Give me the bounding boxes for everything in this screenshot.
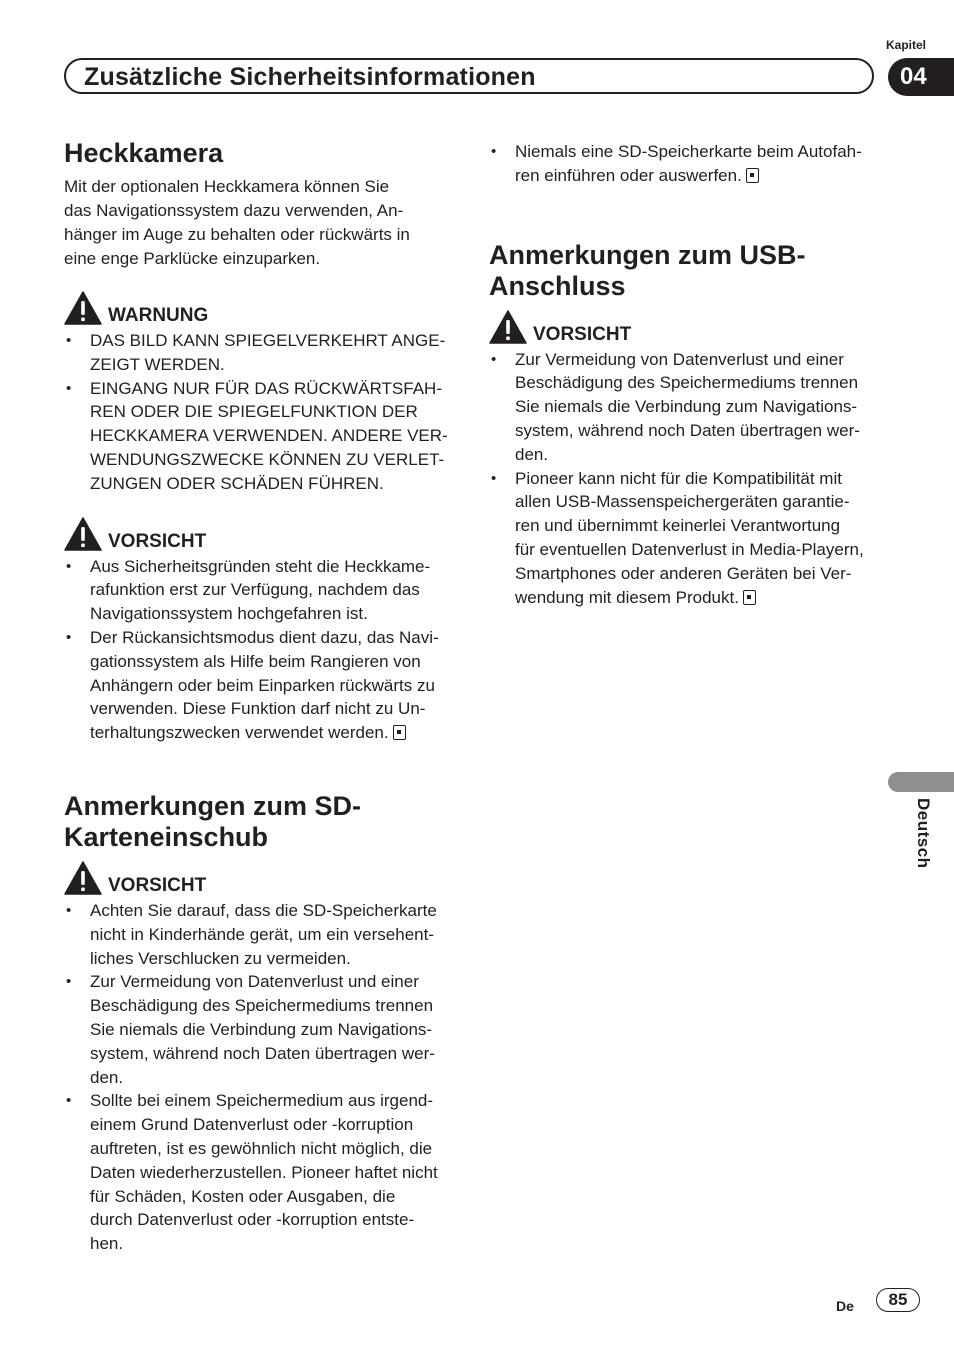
section-heading-usb: Anmerkungen zum USB- Anschluss bbox=[489, 239, 806, 301]
heckkamera-intro: Mit der optionalen Heckkamera können Sie das Navigationssystem dazu verwenden, An- hänger im Auge zu behalten oder rückwärts in eine enge Parklücke einzuparken. bbox=[64, 177, 410, 268]
list-item: • Sollte bei einem Speichermedium aus irgend- einem Grund Datenverlust oder -korruption auftreten, ist es gewöhnlich nicht möglich, die Daten wiederherzustellen. Pioneer haftet nicht für Schäden, Kosten oder Ausgaben, die durch Datenverlust oder -korruption entste- hen. bbox=[64, 1089, 456, 1256]
end-of-section-icon bbox=[393, 725, 406, 740]
list-item: • Der Rückansichtsmodus dient dazu, das Navi- gationssystem als Hilfe beim Rangieren von Anhängern oder beim Einparken rückwärts zu verwenden. Diese Funktion darf nicht zu Un- terhaltungszwecken verwendet werden. bbox=[64, 626, 456, 745]
list-item: • Pioneer kann nicht für die Kompatibilität mit allen USB-Massenspeichergeräten garantie- ren und übernimmt keinerlei Verantwortung für eventuellen Datenverlust in Media-Playern, Smartphones oder anderen Geräten bei Ver- wendung mit diesem Produkt. bbox=[489, 467, 881, 610]
list-item: • DAS BILD KANN SPIEGELVERKEHRT ANGE- ZEIGT WERDEN. bbox=[64, 329, 456, 377]
list-item: • Zur Vermeidung von Datenverlust und einer Beschädigung des Speichermediums trennen Sie niemals die Verbindung zum Navigations- system, während noch Daten übertragen wer- den. bbox=[64, 970, 456, 1089]
section-heading-sd: Anmerkungen zum SD- Karteneinschub bbox=[64, 790, 362, 852]
end-of-section-icon bbox=[746, 168, 759, 183]
kapitel-label: Kapitel bbox=[885, 38, 926, 52]
vorsicht-label: VORSICHT bbox=[533, 323, 632, 345]
warning-triangle-icon bbox=[64, 517, 102, 551]
warnung-block bbox=[64, 291, 456, 496]
list-item: • EINGANG NUR FÜR DAS RÜCKWÄRTSFAH- REN ODER DIE SPIEGELFUNKTION DER HECKKAMERA VERWENDEN. ANDERE VER- WENDUNGSZWECKE KÖNNEN ZU VERLET- ZUNGEN ODER SCHÄDEN FÜHREN. bbox=[64, 377, 456, 496]
page-number: 85 bbox=[876, 1288, 920, 1312]
chapter-number-badge: 04 bbox=[888, 58, 954, 96]
chapter-title-bar bbox=[64, 58, 874, 94]
section-heading-heckkamera: Heckkamera bbox=[64, 138, 224, 168]
vorsicht-block-usb bbox=[489, 310, 881, 610]
list-item: • Niemals eine SD-Speicherkarte beim Autofah- ren einführen oder auswerfen. bbox=[489, 140, 881, 188]
warning-triangle-icon bbox=[64, 291, 102, 325]
warning-triangle-icon bbox=[489, 310, 527, 344]
list-item: • Achten Sie darauf, dass die SD-Speicherkarte nicht in Kinderhände gerät, um ein versehent- liches Verschlucken zu vermeiden. bbox=[64, 899, 456, 970]
vorsicht-block-heckkamera bbox=[64, 517, 456, 745]
footer-language-code: De bbox=[836, 1298, 854, 1314]
end-of-section-icon bbox=[743, 590, 756, 605]
left-column bbox=[64, 138, 456, 1256]
vorsicht-label: VORSICHT bbox=[108, 874, 207, 896]
warning-triangle-icon bbox=[64, 861, 102, 895]
right-column bbox=[489, 140, 881, 609]
vorsicht-label: VORSICHT bbox=[108, 530, 207, 552]
side-language-label: Deutsch bbox=[914, 798, 933, 869]
list-item: • Zur Vermeidung von Datenverlust und einer Beschädigung des Speichermediums trennen Sie niemals die Verbindung zum Navigations- system, während noch Daten übertragen wer- den. bbox=[489, 348, 881, 467]
vorsicht-block-sd bbox=[64, 861, 456, 1256]
warnung-label: WARNUNG bbox=[108, 305, 209, 326]
chapter-title: Zusätzliche Sicherheitsinformationen bbox=[84, 63, 536, 91]
list-item: • Aus Sicherheitsgründen steht die Heckkame- rafunktion erst zur Verfügung, nachdem das Navigationssystem hochgefahren ist. bbox=[64, 555, 456, 626]
language-tab bbox=[888, 772, 954, 792]
sd-continued-list bbox=[489, 140, 881, 188]
